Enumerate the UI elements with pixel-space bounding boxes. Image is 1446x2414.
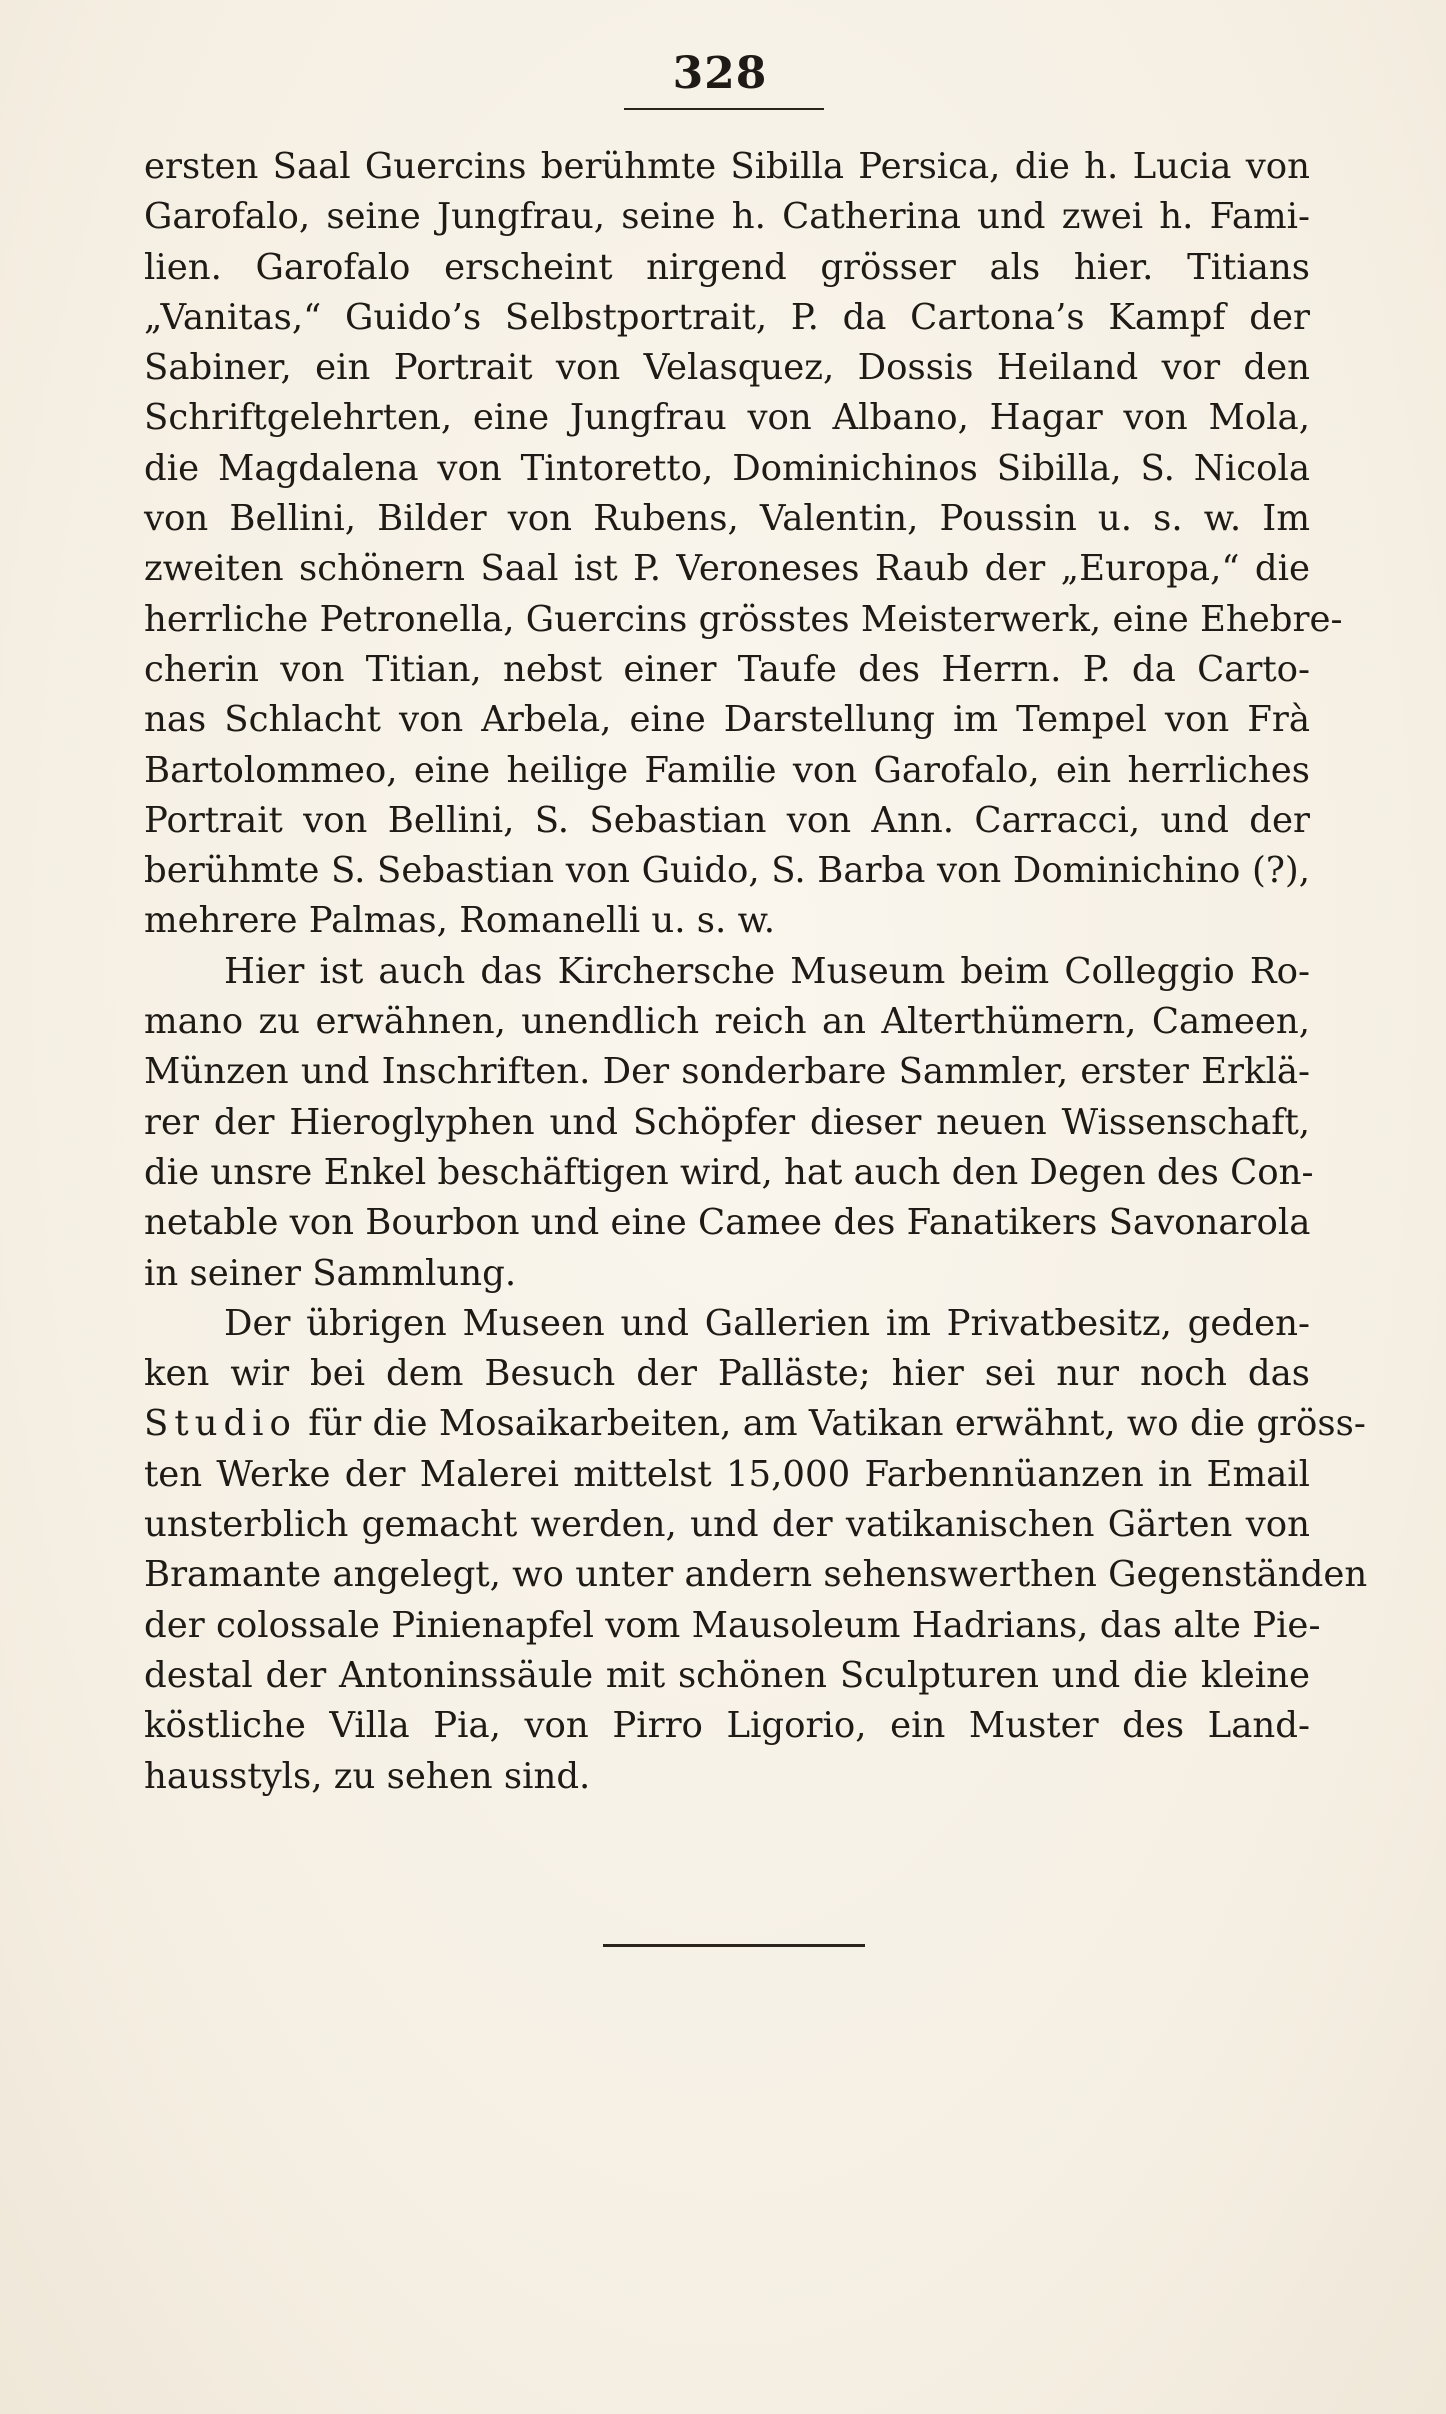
paragraph-end-line: mehrere Palmas, Romanelli u. s. w.	[144, 900, 776, 942]
text-line: Sabiner, ein Portrait von Velasquez, Dossis Heiland vor den	[144, 347, 1310, 389]
end-rule	[603, 1944, 865, 1947]
text-line: zweiten schönern Saal ist P. Veroneses Raub der „Europa,“ die	[144, 548, 1310, 590]
text-line: lien. Garofalo erscheint nirgend grösser als hier. Titians	[144, 246, 1310, 288]
text-line: Münzen und Inschriften. Der sonderbare Sammler, erster Erklä-	[144, 1051, 1310, 1093]
text-line: cherin von Titian, nebst einer Taufe des Herrn. P. da Carto-	[144, 648, 1310, 690]
paragraph-first-line: Der übrigen Museen und Gallerien im Privatbesitz, geden-	[224, 1302, 1310, 1344]
text-line: ten Werke der Malerei mittelst 15,000 Farbennüanzen in Email	[144, 1453, 1310, 1495]
text-line: Bramante angelegt, wo unter andern sehenswerthen Gegenständen	[144, 1554, 1368, 1596]
text-line: unsterblich gemacht werden, und der vatikanischen Gärten von	[144, 1504, 1310, 1546]
text-line: ken wir bei dem Besuch der Palläste; hier sei nur noch das	[144, 1353, 1310, 1395]
text-line: Portrait von Bellini, S. Sebastian von Ann. Carracci, und der	[144, 799, 1310, 841]
text-line: Garofalo, seine Jungfrau, seine h. Catherina und zwei h. Fami-	[144, 196, 1310, 238]
text-line: nas Schlacht von Arbela, eine Darstellung im Tempel von Frà	[144, 699, 1310, 741]
text-line: netable von Bourbon und eine Camee des Fanatikers Savonarola	[144, 1202, 1311, 1244]
text-line: rer der Hieroglyphen und Schöpfer dieser neuen Wissenschaft,	[144, 1101, 1310, 1143]
paragraph-first-line: Hier ist auch das Kirchersche Museum beim Colleggio Ro-	[224, 950, 1310, 992]
text-line: die Magdalena von Tintoretto, Dominichinos Sibilla, S. Nicola	[144, 447, 1310, 489]
paragraph-end-line: in seiner Sammlung.	[144, 1252, 517, 1294]
text-line: von Bellini, Bilder von Rubens, Valentin, Poussin u. s. w. Im	[144, 498, 1310, 540]
text-line: Schriftgelehrten, eine Jungfrau von Albano, Hagar von Mola,	[144, 397, 1310, 439]
text-line: die unsre Enkel beschäftigen wird, hat auch den Degen des Con-	[144, 1151, 1314, 1193]
header-rule	[624, 108, 824, 110]
text-line: berühmte S. Sebastian von Guido, S. Barba von Dominichino (?),	[144, 850, 1310, 892]
text-line: „Vanitas,“ Guido’s Selbstportrait, P. da Cartona’s Kampf der	[144, 296, 1310, 338]
body-text	[144, 142, 1368, 1802]
text-line: ersten Saal Guercins berühmte Sibilla Persica, die h. Lucia von	[144, 146, 1310, 187]
text-line: herrliche Petronella, Guercins grösstes Meisterwerk, eine Ehebre-	[144, 598, 1343, 640]
text-line: köstliche Villa Pia, von Pirro Ligorio, ein Muster des Land-	[144, 1705, 1310, 1747]
text-line: der colossale Pinienapfel vom Mausoleum Hadrians, das alte Pie-	[144, 1604, 1321, 1646]
page-number: 328	[672, 48, 768, 99]
paragraph-end-line: hausstyls, zu sehen sind.	[144, 1755, 591, 1797]
text-line: mano zu erwähnen, unendlich reich an Alterthümern, Cameen,	[144, 1001, 1310, 1043]
text-line-rest: für die Mosaikarbeiten, am Vatikan erwähnt, wo die gröss-	[308, 1403, 1366, 1445]
text-line-with-spaced-word	[144, 1399, 1366, 1449]
spaced-word: Studio	[144, 1403, 297, 1445]
text-line: Bartolommeo, eine heilige Familie von Garofalo, ein herrliches	[144, 749, 1310, 791]
text-line: destal der Antoninssäule mit schönen Sculpturen und die kleine	[144, 1654, 1310, 1696]
